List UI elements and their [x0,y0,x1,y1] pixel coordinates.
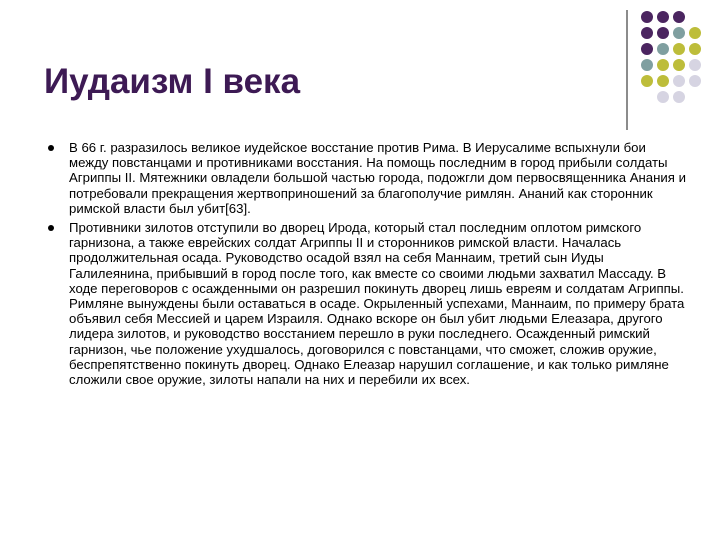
decorative-dot [689,75,701,87]
decorative-dot [657,91,669,103]
bullet-icon [48,145,54,151]
decorative-dot [689,59,701,71]
bullet-icon [48,225,54,231]
bullet-text: В 66 г. разразилось великое иудейское восстание против Рима. В Иерусалиме вспыхнули бои между повстанцами и противниками восстания. На помощь последним в город прибыли солдаты Агриппы II. Мятежники овладели большой частью города, подожгли дом первосвященника Анания и потребовали прекращения жертвоприношений за благополучие римлян. Ананий как сторонник римской власти был убит[63]. [69,140,686,216]
vertical-divider [626,10,628,130]
decorative-dot [657,27,669,39]
decorative-dot [641,75,653,87]
decorative-dot [673,59,685,71]
bullet-item [48,220,688,387]
decorative-dot [689,43,701,55]
decorative-dot [657,43,669,55]
decorative-dot [673,43,685,55]
decorative-dot [689,27,701,39]
decorative-dot [641,27,653,39]
decorative-dot [673,11,685,23]
decorative-dot [657,11,669,23]
bullet-item [48,140,688,216]
decorative-dot [641,59,653,71]
decorative-dot [641,11,653,23]
decorative-dot [673,27,685,39]
decorative-dot [657,75,669,87]
bullet-text: Противники зилотов отступили во дворец Ирода, который стал последним оплотом римского гарнизона, а также еврейских солдат Агриппы II и сторонников римской власти. Началась продолжительная осада. Руководство осадой взял на себя Маннаим, третий сын Иуды Галилеянина, прибывший в город после того, как вместе со своими людьми захватил Массаду. В ходе переговоров с осажденными он разрешил покинуть дворец лишь евреям и солдатам Агриппы. Римляне вынуждены были оставаться в осаде. Окрыленный успехами, Маннаим, по примеру брата объявил себя Мессией и царем Израиля. Однако вскоре он был убит людьми Елеазара, другого лидера зилотов, и руководство восстанием перешло в руки последнего. Осажденный римский гарнизон, чье положение ухудшалось, договорился с повстанцами, что сможет, сложив оружие, беспрепятственно покинуть дворец. Однако Елеазар нарушил соглашение, и как только римляне сложили свое оружие, зилоты напали на них и перебили их всех. [69,220,685,388]
decorative-dot [673,75,685,87]
decorative-dot [673,91,685,103]
decorative-dot [641,43,653,55]
slide-title: Иудаизм I века [44,62,301,101]
bullet-list [48,140,688,391]
decorative-dot [657,59,669,71]
